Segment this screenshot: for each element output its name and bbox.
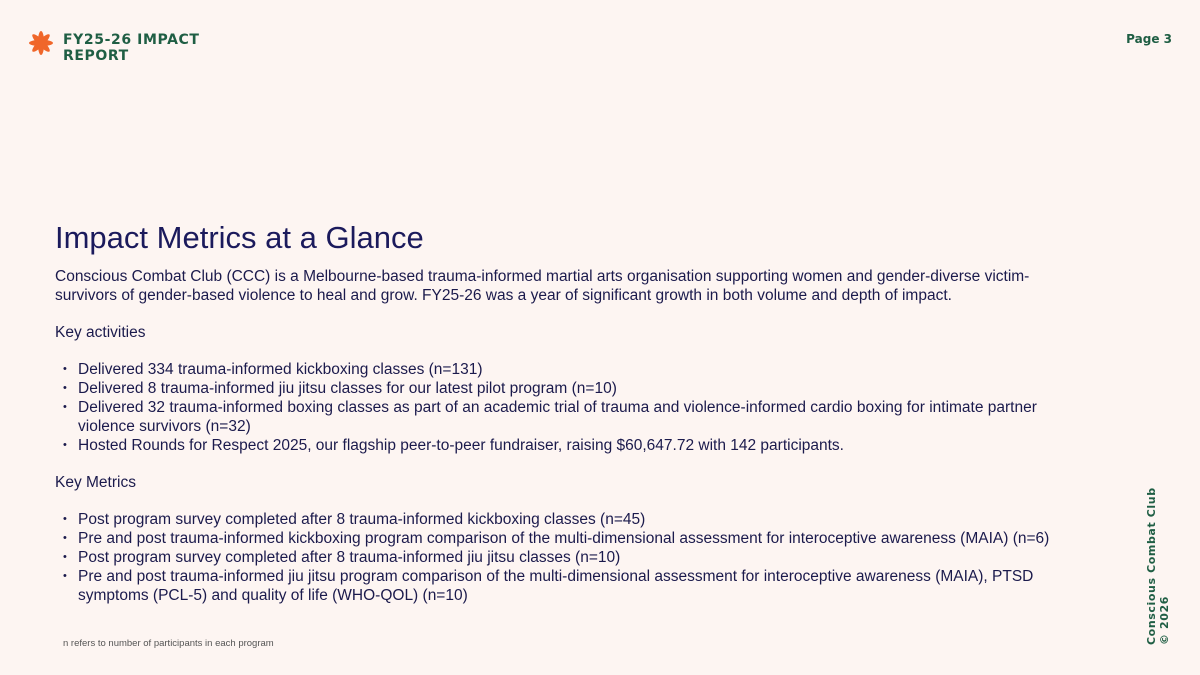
page-number: Page 3 bbox=[1126, 32, 1172, 46]
list-item: • Delivered 8 trauma-informed jiu jitsu classes for our latest pilot program (n=10) bbox=[55, 379, 1065, 398]
key-activities-heading: Key activities bbox=[55, 324, 146, 341]
list-item: • Pre and post trauma-informed kickboxing program comparison of the multi-dimensional assessment for interoceptive awareness (MAIA) (n=6) bbox=[55, 529, 1065, 548]
list-item: • Post program survey completed after 8 trauma-informed kickboxing classes (n=45) bbox=[55, 510, 1065, 529]
list-item: • Hosted Rounds for Respect 2025, our flagship peer-to-peer fundraiser, raising $60,647.72 with 142 participants. bbox=[55, 436, 1065, 455]
report-title: FY25-26 IMPACT REPORT bbox=[63, 32, 200, 64]
copyright-org: Conscious Combat Club bbox=[1145, 487, 1158, 645]
footnote: n refers to number of participants in each program bbox=[63, 638, 274, 649]
side-copyright bbox=[1145, 487, 1171, 645]
key-metrics-list bbox=[55, 510, 1065, 605]
spacer bbox=[55, 342, 1065, 360]
main-content bbox=[55, 267, 1065, 605]
page-heading: Impact Metrics at a Glance bbox=[55, 220, 424, 255]
starburst-logo-icon bbox=[28, 30, 54, 56]
list-item: • Post program survey completed after 8 trauma-informed jiu jitsu classes (n=10) bbox=[55, 548, 1065, 567]
spacer bbox=[55, 492, 1065, 510]
intro-paragraph: Conscious Combat Club (CCC) is a Melbourne-based trauma-informed martial arts organisation supporting women and gender-diverse victim-survivors of gender-based violence to heal and grow. FY25-26 was a year of significant growth in both volume and depth of impact. bbox=[55, 268, 1030, 304]
list-item: • Delivered 32 trauma-informed boxing classes as part of an academic trial of trauma and violence-informed cardio boxing for intimate partner violence survivors (n=32) bbox=[55, 398, 1065, 436]
copyright-year: © 2026 bbox=[1158, 595, 1171, 645]
list-item: • Delivered 334 trauma-informed kickboxing classes (n=131) bbox=[55, 360, 1065, 379]
spacer bbox=[55, 305, 1065, 323]
key-metrics-heading: Key Metrics bbox=[55, 474, 136, 491]
spacer bbox=[55, 455, 1065, 473]
key-activities-list bbox=[55, 360, 1065, 455]
list-item: • Pre and post trauma-informed jiu jitsu program comparison of the multi-dimensional assessment for interoceptive awareness (MAIA), PTSD symptoms (PCL-5) and quality of life (WHO-QOL) (n=10) bbox=[55, 567, 1065, 605]
